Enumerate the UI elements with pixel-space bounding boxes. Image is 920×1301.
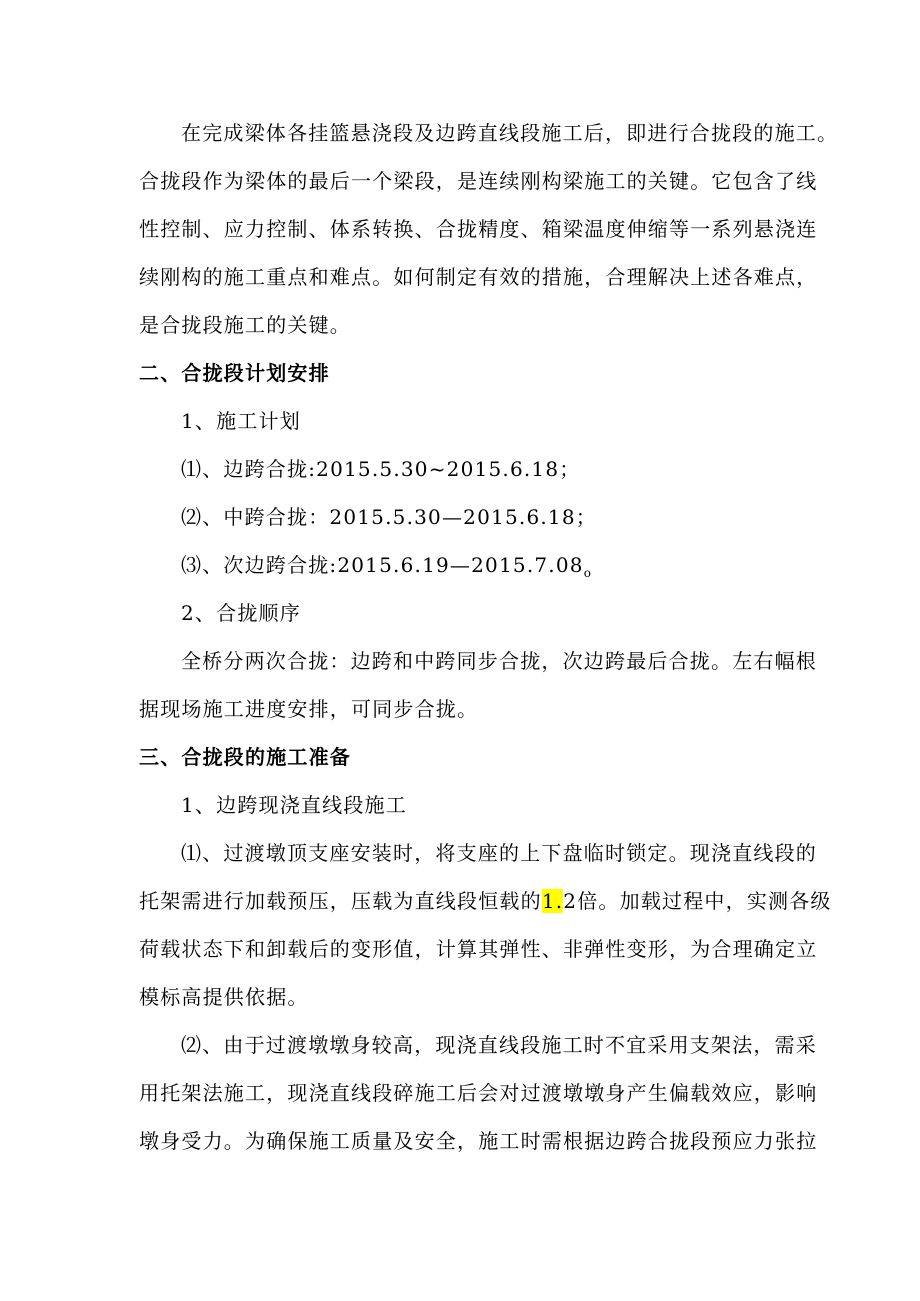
paragraph-line xyxy=(139,888,832,914)
paragraph-line: 全桥分两次合拢：边跨和中跨同步合拢，次边跨最后合拢。左右幅根 xyxy=(181,649,817,673)
paragraph-line: ⑴、过渡墩顶支座安装时，将支座的上下盘临时锁定。现浇直线段的 xyxy=(181,841,817,865)
paragraph-line: 墩身受力。为确保施工质量及安全，施工时需根据边跨合拢段预应力张拉 xyxy=(139,1129,818,1153)
section-heading: 三、合拢段的施工准备 xyxy=(139,745,351,769)
paragraph-line: 在完成梁体各挂篮悬浇段及边跨直线段施工后，即进行合拢段的施工。 xyxy=(181,121,839,145)
paragraph-line: 模标高提供依据。 xyxy=(139,985,309,1009)
list-item-text: ⑶、次边跨合拢:2015.6.19—2015.7.08 xyxy=(181,553,584,577)
paragraph-line: 据现场施工进度安排，可同步合拢。 xyxy=(139,697,479,721)
list-item-subscript: o xyxy=(583,566,593,580)
paragraph-line: 是合拢段施工的关键。 xyxy=(139,313,351,337)
paragraph-line: 续刚构的施工重点和难点。如何制定有效的措施，合理解决上述各难点， xyxy=(139,265,818,289)
paragraph-text: 2倍。加载过程中，实测各级 xyxy=(563,889,832,913)
paragraph-line: 用托架法施工，现浇直线段碎施工后会对过渡墩墩身产生偏载效应，影响 xyxy=(139,1081,818,1105)
paragraph-line: 荷载状态下和卸载后的变形值，计算其弹性、非弹性变形，为合理确定立 xyxy=(139,937,818,961)
subheading: 2、合拢顺序 xyxy=(181,601,301,625)
section-heading: 二、合拢段计划安排 xyxy=(139,361,330,385)
paragraph-text: 托架需进行加载预压，压载为直线段恒载的 xyxy=(139,889,542,913)
subheading: 1、施工计划 xyxy=(181,409,301,433)
subheading: 1、边跨现浇直线段施工 xyxy=(181,793,407,817)
list-item xyxy=(181,552,592,586)
paragraph-line: 合拢段作为梁体的最后一个梁段，是连续刚构梁施工的关键。它包含了线 xyxy=(139,169,818,193)
list-item: ⑴、边跨合拢:2015.5.30~2015.6.18； xyxy=(181,457,581,481)
paragraph-line: ⑵、由于过渡墩墩身较高，现浇直线段施工时不宜采用支架法，需采 xyxy=(181,1033,817,1057)
paragraph-line: 性控制、应力控制、体系转换、合拢精度、箱梁温度伸缩等一系列悬浇连 xyxy=(139,217,818,241)
highlighted-text: 1. xyxy=(541,889,564,913)
list-item: ⑵、中跨合拢：2015.5.30—2015.6.18； xyxy=(181,505,597,529)
